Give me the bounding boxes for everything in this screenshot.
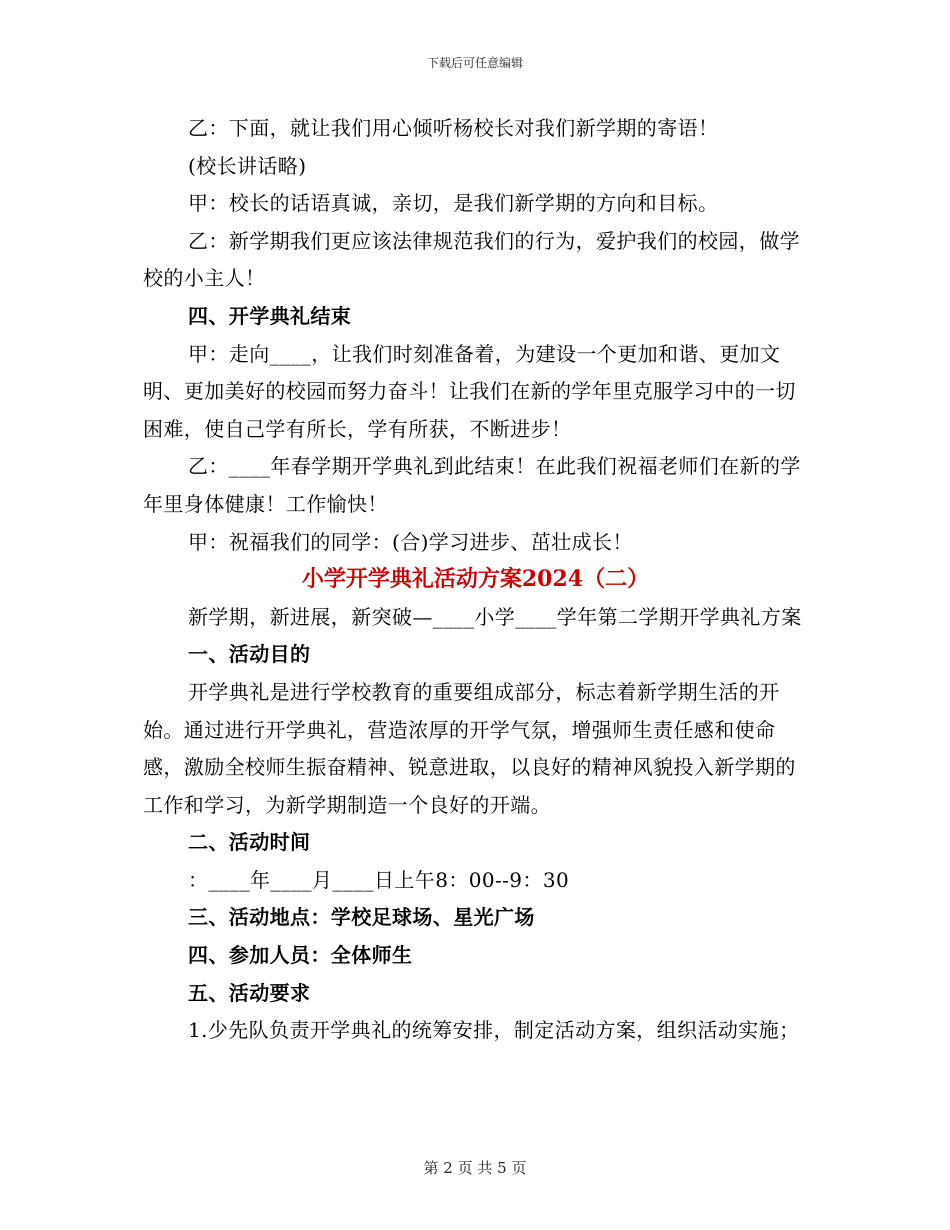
paragraph: 甲：祝福我们的同学：(合)学习进步、茁壮成长！ (188, 529, 633, 554)
section-heading: 一、活动目的 (188, 642, 311, 667)
document-title: 小学开学典礼活动方案2024（二） (301, 566, 650, 593)
paragraph: 甲：校长的话语真诚，亲切，是我们新学期的方向和目标。 (188, 191, 719, 216)
section-heading: 四、开学典礼结束 (188, 303, 352, 328)
paragraph: 新学期，新进展，新突破—____小学____学年第二学期开学典礼方案 (188, 604, 802, 629)
page-footer: 第 2 页 共 5 页 (423, 1159, 527, 1177)
paragraph: 甲：走向____，让我们时刻准备着，为建设一个更加和谐、更加文明、更加美好的校园而努力奋斗！让我们在新的学年里克服学习中的一切困难，使自己学有所长，学有所获，不断进步！ (143, 341, 796, 441)
paragraph: 乙：下面，就让我们用心倾听杨校长对我们新学期的寄语！ (188, 116, 719, 140)
paragraph: 乙：新学期我们更应该法律规范我们的行为，爱护我们的校园，做学校的小主人！ (143, 228, 800, 291)
document-body (143, 110, 808, 1050)
paragraph: (校长讲话略) (188, 153, 307, 178)
section-heading: 五、活动要求 (188, 980, 311, 1005)
paragraph: 乙：____年春学期开学典礼到此结束！在此我们祝福老师们在新的学年里身体健康！工作愉快！ (143, 454, 801, 516)
paragraph: 1.少先队负责开学典礼的统筹安排，制定活动方案，组织活动实施； (188, 1018, 800, 1043)
paragraph: 开学典礼是进行学校教育的重要组成部分，标志着新学期生活的开始。通过进行开学典礼，营造浓厚的开学气氛，增强师生责任感和使命感，激励全校师生振奋精神、锐意进取，以良好的精神风貌投入新学期的工作和学习，为新学期制造一个良好的开端。 (143, 679, 796, 817)
section-heading: 二、活动时间 (188, 830, 311, 855)
page-header: 下载后可任意编辑 (426, 56, 523, 70)
paragraph: ：____年____月____日上午8：00--9：30 (188, 867, 570, 892)
section-heading: 四、参加人员：全体师生 (188, 943, 413, 968)
section-heading: 三、活动地点：学校足球场、星光广场 (188, 905, 535, 930)
